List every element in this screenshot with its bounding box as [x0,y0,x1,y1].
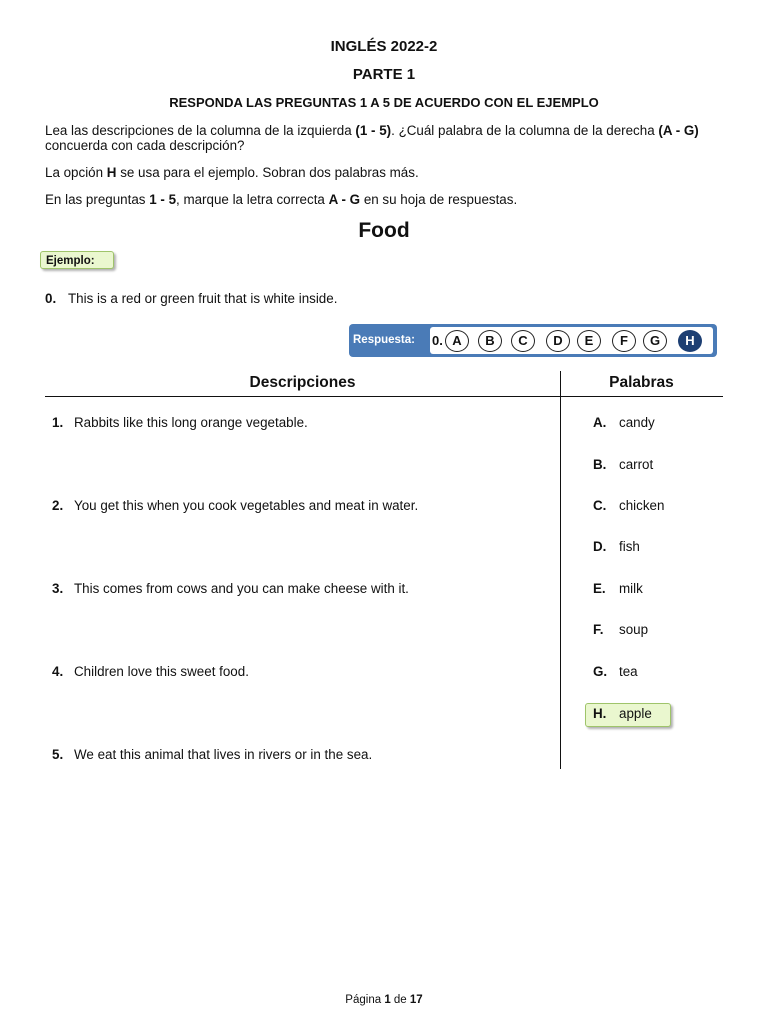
example-tag: Ejemplo: [40,251,114,269]
answer-option-e[interactable]: E [577,330,601,352]
subject-title: INGLÉS 2022-2 [330,38,438,55]
answer-options [430,327,713,354]
instruction-title: RESPONDA LAS PREGUNTAS 1 A 5 DE ACUERDO CON EL EJEMPLO [169,95,599,110]
page-total: 17 [409,994,423,1006]
answer-option-g[interactable]: G [643,330,667,352]
word-f: F. soup [593,622,649,637]
column-divider [560,371,561,769]
part-title: PARTE 1 [352,66,416,83]
instruction-paragraph-2: La opción H se usa para el ejemplo. Sobran dos palabras más. [45,165,419,180]
word-c: C. chicken [593,498,665,513]
answer-option-d[interactable]: D [546,330,570,352]
question-1: 1. Rabbits like this long orange vegetable. [52,415,308,430]
instruction-paragraph-1: Lea las descripciones de la columna de la izquierda (1 - 5). ¿Cuál palabra de la columna de la derecha (A - G) concuerda con cada descripción? [45,123,699,153]
word-g: G. tea [593,664,638,679]
word-b: B. carrot [593,457,654,472]
example-question [45,291,337,306]
topic-title: Food [358,219,410,242]
page-footer: Página 1 de 17 [345,994,423,1006]
question-2: 2. You get this when you cook vegetables and meat in water. [52,498,419,513]
question-text: This is a red or green fruit that is white inside. [68,291,338,306]
page-number: 1 [384,994,391,1006]
question-3: 3. This comes from cows and you can make cheese with it. [52,581,409,596]
answer-option-h-selected[interactable]: H [678,330,702,352]
word-d: D. fish [593,539,640,554]
word-a: A. candy [593,415,655,430]
answer-option-a[interactable]: A [445,330,469,352]
question-5: 5. We eat this animal that lives in rivers or in the sea. [52,747,373,762]
answer-label: Respuesta: [353,334,415,346]
answer-option-c[interactable]: C [511,330,535,352]
answer-box [349,324,717,357]
table-header [45,372,723,397]
descriptions-header: Descripciones [249,374,356,391]
answer-option-f[interactable]: F [612,330,636,352]
word-h: H. apple [593,706,652,721]
answer-prefix: 0. [432,333,443,348]
words-header: Palabras [609,374,674,391]
question-number: 0. [45,291,57,306]
word-e: E. milk [593,581,643,596]
instruction-paragraph-3: En las preguntas 1 - 5, marque la letra correcta A - G en su hoja de respuestas. [45,192,518,207]
question-4: 4. Children love this sweet food. [52,664,249,679]
answer-option-b[interactable]: B [478,330,502,352]
